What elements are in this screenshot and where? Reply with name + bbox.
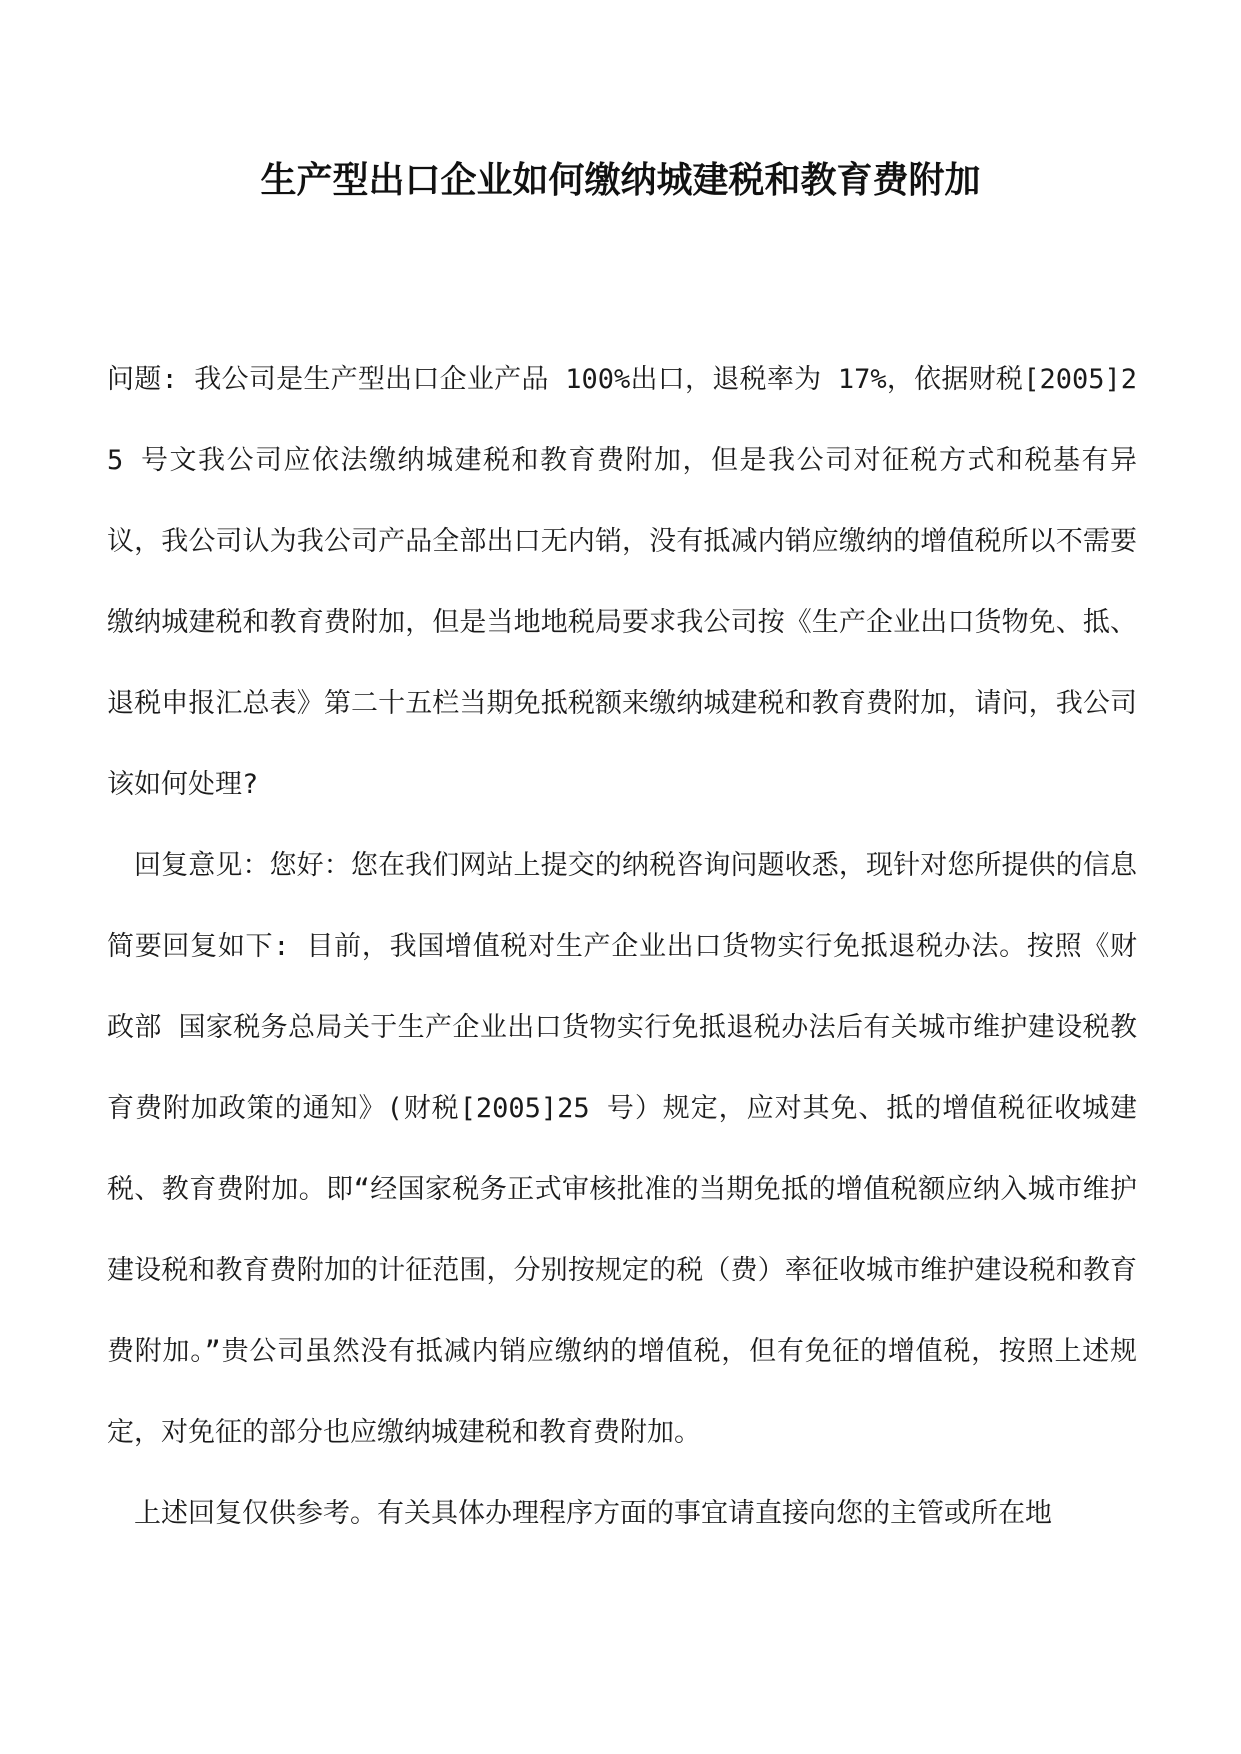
document-body — [107, 339, 1137, 1554]
document-title: 生产型出口企业如何缴纳城建税和教育费附加 — [260, 159, 981, 201]
question-paragraph: 问题: 我公司是生产型出口企业产品 100%出口，退税率为 17%，依据财税[2005]25 号文我公司应依法缴纳城建税和教育费附加，但是我公司对征税方式和税基有异议，我公司认为我公司产品全部出口无内销，没有抵减内销应缴纳的增值税所以不需要缴纳城建税和教育费附加，但是当地地税局要求我公司按《生产企业出口货物免、抵、退税申报汇总表》第二十五栏当期免抵税额来缴纳城建税和教育费附加，请问，我公司该如何处理? — [107, 364, 1137, 800]
reply-paragraph: 回复意见：您好：您在我们网站上提交的纳税咨询问题收悉，现针对您所提供的信息简要回复如下: 目前，我国增值税对生产企业出口货物实行免抵退税办法。按照《财政部 国家税务总局关于生产企业出口货物实行免抵退税办法后有关城市维护建设税教育费附加政策的通知》(财税[2005]25 号）规定，应对其免、抵的增值税征收城建税、教育费附加。即“经国家税务正式审核批准的当期免抵的增值税额应纳入城市维护建设税和教育费附加的计征范围，分别按规定的税（费）率征收城市维护建设税和教育费附加。”贵公司虽然没有抵减内销应缴纳的增值税，但有免征的增值税，按照上述规定，对免征的部分也应缴纳城建税和教育费附加。 — [107, 850, 1137, 1448]
note-paragraph: 上述回复仅供参考。有关具体办理程序方面的事宜请直接向您的主管或所在地 — [134, 1498, 1052, 1529]
